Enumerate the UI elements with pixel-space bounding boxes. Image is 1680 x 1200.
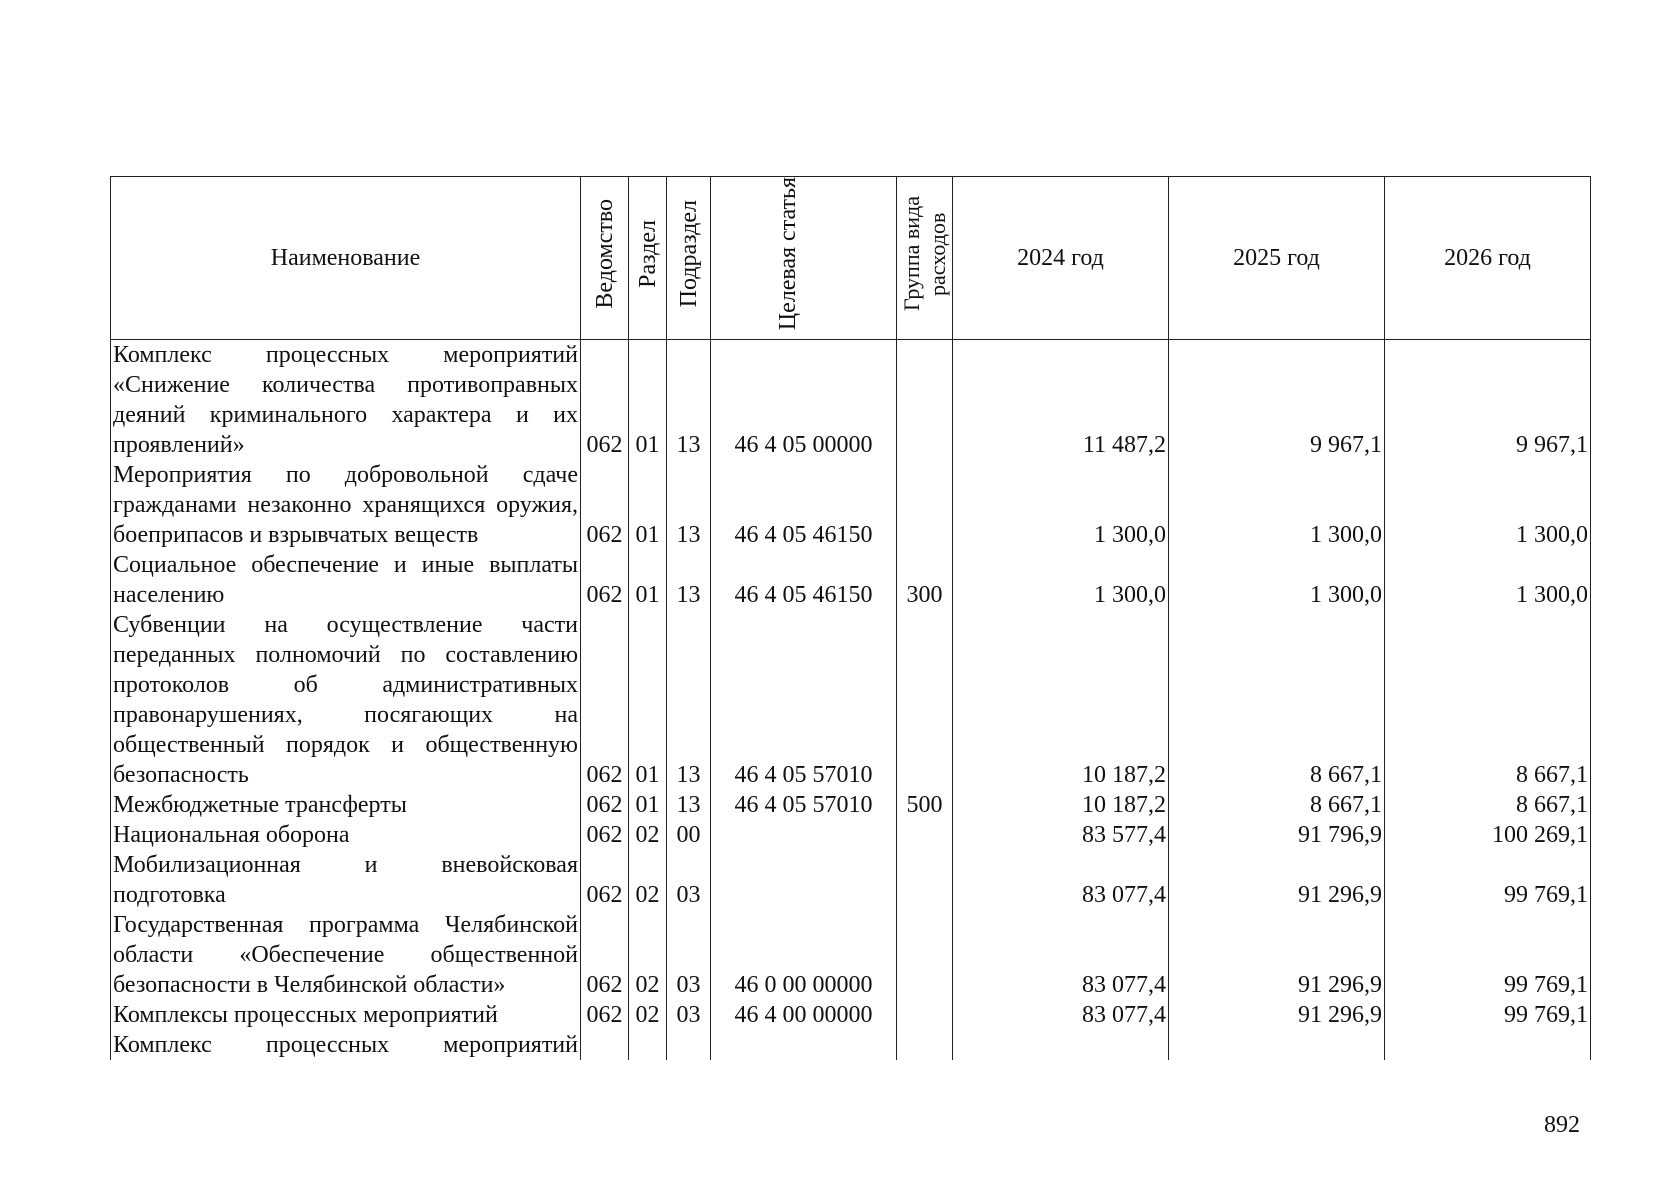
- row-razdel: 01: [629, 550, 667, 610]
- row-2025: 8 667,1: [1169, 790, 1385, 820]
- row-group: [897, 1030, 953, 1060]
- row-group: [897, 1000, 953, 1030]
- row-group: [897, 910, 953, 1000]
- row-podrazdel: 13: [667, 460, 711, 550]
- header-2024: 2024 год: [953, 177, 1169, 340]
- header-razdel: Раздел: [629, 177, 667, 340]
- page-number: 892: [1544, 1112, 1580, 1138]
- header-name: Наименование: [111, 177, 581, 340]
- table-row: [111, 790, 1591, 820]
- header-group: Группа вида расходов: [897, 177, 953, 340]
- row-2025: [1169, 1030, 1385, 1060]
- row-podrazdel: 03: [667, 910, 711, 1000]
- row-razdel: 02: [629, 1000, 667, 1030]
- row-2026: [1385, 1030, 1591, 1060]
- table-row: [111, 850, 1591, 910]
- row-name: Государственная программа Челябинской области «Обеспечение общественной безопасности в Челябинской области»: [111, 910, 581, 1000]
- row-2025: 91 796,9: [1169, 820, 1385, 850]
- row-razdel: 02: [629, 820, 667, 850]
- row-target: 46 4 05 00000: [711, 340, 897, 461]
- row-2024: 10 187,2: [953, 790, 1169, 820]
- row-2024: 1 300,0: [953, 550, 1169, 610]
- row-2024: 11 487,2: [953, 340, 1169, 461]
- row-podrazdel: 13: [667, 550, 711, 610]
- budget-table: [110, 176, 1591, 1060]
- row-2026: 9 967,1: [1385, 340, 1591, 461]
- row-2025: 91 296,9: [1169, 910, 1385, 1000]
- row-2025: 1 300,0: [1169, 550, 1385, 610]
- row-2026: 8 667,1: [1385, 610, 1591, 790]
- row-name: Социальное обеспечение и иные выплаты населению: [111, 550, 581, 610]
- row-2025: 8 667,1: [1169, 610, 1385, 790]
- row-2026: 100 269,1: [1385, 820, 1591, 850]
- row-podrazdel: 00: [667, 820, 711, 850]
- row-2024: 83 577,4: [953, 820, 1169, 850]
- row-name: Комплексы процессных мероприятий: [111, 1000, 581, 1030]
- row-razdel: 01: [629, 340, 667, 461]
- row-target: [711, 820, 897, 850]
- row-podrazdel: 13: [667, 790, 711, 820]
- row-podrazdel: 13: [667, 610, 711, 790]
- table-row: [111, 820, 1591, 850]
- row-2024: 83 077,4: [953, 850, 1169, 910]
- row-2024: 1 300,0: [953, 460, 1169, 550]
- row-podrazdel: 03: [667, 850, 711, 910]
- row-target: 46 4 05 57010: [711, 790, 897, 820]
- row-name: Национальная оборона: [111, 820, 581, 850]
- row-2025: 91 296,9: [1169, 850, 1385, 910]
- row-group: [897, 610, 953, 790]
- row-razdel: 01: [629, 610, 667, 790]
- row-razdel: [629, 1030, 667, 1060]
- row-target: [711, 1030, 897, 1060]
- row-name: Комплекс процессных мероприятий: [111, 1030, 581, 1060]
- row-razdel: 01: [629, 460, 667, 550]
- row-2026: 99 769,1: [1385, 910, 1591, 1000]
- row-name: Мобилизационная и вневойсковая подготовка: [111, 850, 581, 910]
- row-group: [897, 820, 953, 850]
- row-2026: 99 769,1: [1385, 1000, 1591, 1030]
- header-podrazdel: Подраздел: [667, 177, 711, 340]
- row-razdel: 01: [629, 790, 667, 820]
- row-name: Субвенции на осуществление части переданных полномочий по составлению протоколов об административных правонарушениях, посягающих на общественный порядок и общественную безопасность: [111, 610, 581, 790]
- row-2024: 83 077,4: [953, 1000, 1169, 1030]
- row-vedomstvo: 062: [581, 1000, 629, 1030]
- row-name: Мероприятия по добровольной сдаче гражданами незаконно хранящихся оружия, боеприпасов и взрывчатых веществ: [111, 460, 581, 550]
- table-row: [111, 610, 1591, 790]
- table-row: [111, 550, 1591, 610]
- row-vedomstvo: 062: [581, 910, 629, 1000]
- row-group: 300: [897, 550, 953, 610]
- table-row: [111, 340, 1591, 461]
- row-group: [897, 460, 953, 550]
- row-podrazdel: 13: [667, 340, 711, 461]
- row-group: [897, 850, 953, 910]
- row-vedomstvo: 062: [581, 790, 629, 820]
- row-target: 46 4 00 00000: [711, 1000, 897, 1030]
- row-vedomstvo: 062: [581, 610, 629, 790]
- row-vedomstvo: 062: [581, 550, 629, 610]
- row-2025: 91 296,9: [1169, 1000, 1385, 1030]
- row-2026: 1 300,0: [1385, 550, 1591, 610]
- row-2024: 10 187,2: [953, 610, 1169, 790]
- header-2025: 2025 год: [1169, 177, 1385, 340]
- row-target: 46 4 05 46150: [711, 550, 897, 610]
- row-vedomstvo: [581, 1030, 629, 1060]
- row-2024: [953, 1030, 1169, 1060]
- row-group: 500: [897, 790, 953, 820]
- table-row: [111, 1030, 1591, 1060]
- row-podrazdel: [667, 1030, 711, 1060]
- row-2026: 1 300,0: [1385, 460, 1591, 550]
- table-row: [111, 910, 1591, 1000]
- row-name: Межбюджетные трансферты: [111, 790, 581, 820]
- row-target: 46 0 00 00000: [711, 910, 897, 1000]
- row-target: [711, 850, 897, 910]
- row-razdel: 02: [629, 850, 667, 910]
- row-vedomstvo: 062: [581, 820, 629, 850]
- row-target: 46 4 05 46150: [711, 460, 897, 550]
- table-body: [111, 340, 1591, 1061]
- row-group: [897, 340, 953, 461]
- row-podrazdel: 03: [667, 1000, 711, 1030]
- table-row: [111, 1000, 1591, 1030]
- row-vedomstvo: 062: [581, 340, 629, 461]
- row-razdel: 02: [629, 910, 667, 1000]
- row-2026: 99 769,1: [1385, 850, 1591, 910]
- table-row: [111, 460, 1591, 550]
- row-name: Комплекс процессных мероприятий «Снижение количества противоправных деяний криминального характера и их проявлений»: [111, 340, 581, 461]
- table-header-row: [111, 177, 1591, 340]
- header-target: Целевая статья: [711, 177, 897, 340]
- row-2025: 1 300,0: [1169, 460, 1385, 550]
- row-target: 46 4 05 57010: [711, 610, 897, 790]
- header-2026: 2026 год: [1385, 177, 1591, 340]
- row-2025: 9 967,1: [1169, 340, 1385, 461]
- row-2024: 83 077,4: [953, 910, 1169, 1000]
- row-vedomstvo: 062: [581, 850, 629, 910]
- row-2026: 8 667,1: [1385, 790, 1591, 820]
- header-vedomstvo: Ведомство: [581, 177, 629, 340]
- row-vedomstvo: 062: [581, 460, 629, 550]
